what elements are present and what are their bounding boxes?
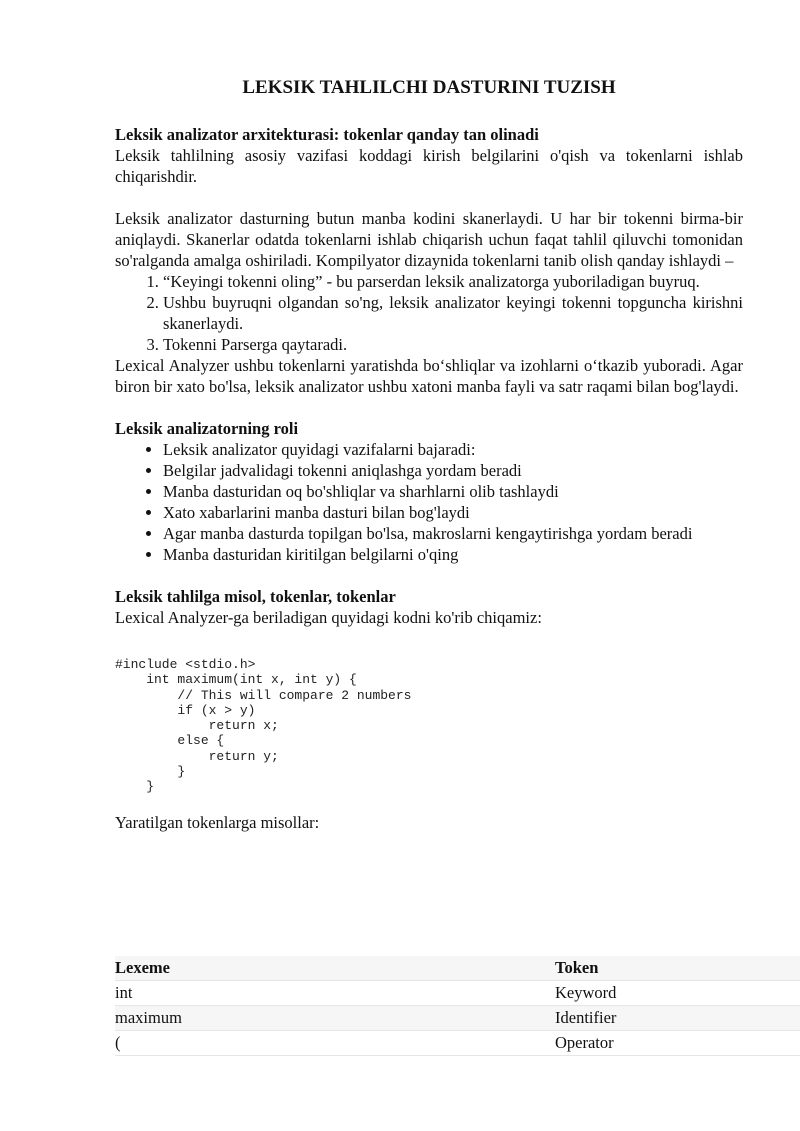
list-item: • Manba dasturidan kiritilgan belgilarni o'qing	[163, 544, 743, 565]
paragraph: Lexical Analyzer ushbu tokenlarni yaratishda bo‘shliqlar va izohlarni o‘tkazib yuboradi. Agar biron bir xato bo'lsa, leksik analizator ushbu xatoni manba fayli va satr raqami bilan bog'laydi.	[115, 356, 743, 396]
token-table	[115, 956, 800, 1056]
section-heading: Leksik tahlilga misol, tokenlar, tokenlar	[115, 587, 396, 606]
paragraph: Lexical Analyzer-ga beriladigan quyidagi kodni ko'rib chiqamiz:	[115, 608, 542, 627]
examples-label: Yaratilgan tokenlarga misollar:	[115, 812, 320, 832]
numbered-list	[115, 271, 743, 355]
paragraph: Leksik analizator dasturning butun manba kodini skanerlaydi. U har bir tokenni birma-bir aniqlaydi. Skanerlar odatda tokenlarni ishlab chiqarish uchun faqat tahlil qiluvchi tomonidan so'ralganda amalga oshiriladi. Kompilyator dizaynida tokenlarni tanib olish qanday ishlaydi –	[115, 209, 743, 270]
section-heading: Leksik analizatorning roli	[115, 419, 299, 438]
page-title: LEKSIK TAHLILCHI DASTURINI TUZISH	[242, 77, 616, 98]
section-example	[115, 586, 743, 833]
document-page	[115, 0, 743, 833]
list-item: 2. Ushbu buyruqni olgandan so'ng, leksik analizator keyingi tokenni topguncha kirishni skanerlaydi.	[163, 292, 743, 334]
section-heading: Leksik analizator arxitekturasi: tokenlar qanday tan olinadi	[115, 125, 539, 144]
list-item: • Agar manba dasturda topilgan bo'lsa, makroslarni kengaytirishga yordam beradi	[163, 523, 743, 544]
table-header-row	[115, 956, 800, 981]
code-block: #include <stdio.h> int maximum(int x, int y) { // This will compare 2 numbers if (x > y) return x; else { return y; } }	[115, 657, 412, 795]
list-item: 3. Tokenni Parserga qaytaradi.	[163, 334, 743, 355]
token-cell: Keyword	[555, 981, 800, 1006]
section-architecture	[115, 124, 743, 397]
lexeme-cell: (	[115, 1031, 555, 1056]
paragraph: Leksik tahlilning asosiy vazifasi koddagi kirish belgilarini o'qish va tokenlarni ishlab chiqarishdir.	[115, 146, 743, 186]
list-item: 1. “Keyingi tokenni oling” - bu parserdan leksik analizatorga yuboriladigan buyruq.	[163, 271, 743, 292]
lexeme-cell: int	[115, 981, 555, 1006]
table-row	[115, 981, 800, 1006]
lexeme-cell: maximum	[115, 1006, 555, 1031]
list-item: • Belgilar jadvalidagi tokenni aniqlashga yordam beradi	[163, 460, 743, 481]
list-item: • Xato xabarlarini manba dasturi bilan bog'laydi	[163, 502, 743, 523]
table-row	[115, 1006, 800, 1031]
token-cell: Identifier	[555, 1006, 800, 1031]
section-role	[115, 418, 743, 565]
table-row	[115, 1031, 800, 1056]
column-header-lexeme: Lexeme	[115, 956, 555, 981]
list-item: • Manba dasturidan oq bo'shliqlar va sharhlarni olib tashlaydi	[163, 481, 743, 502]
list-item: • Leksik analizator quyidagi vazifalarni bajaradi:	[163, 439, 743, 460]
bullet-list	[115, 439, 743, 565]
column-header-token: Token	[555, 956, 800, 981]
token-cell: Operator	[555, 1031, 800, 1056]
